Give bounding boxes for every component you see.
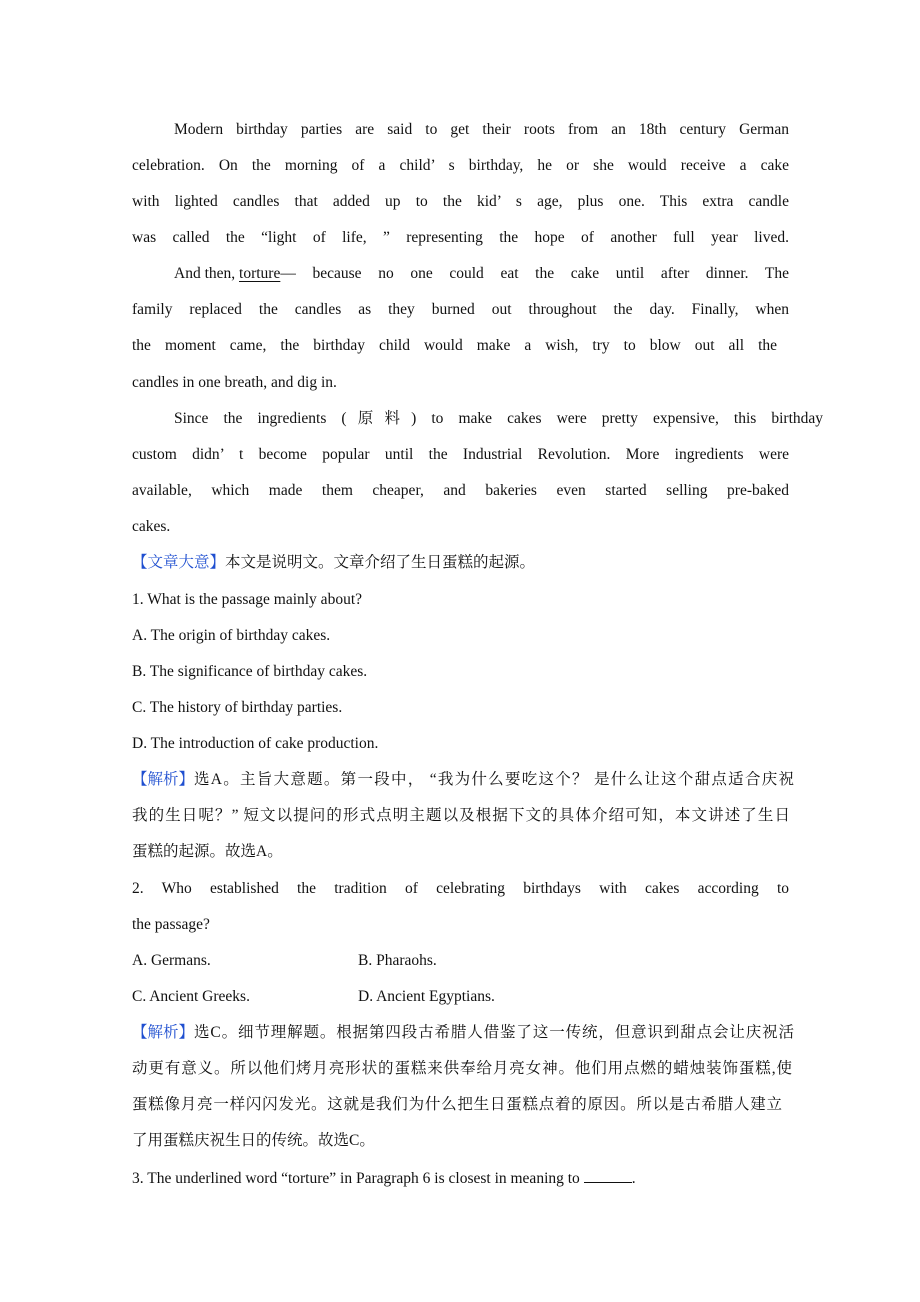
option: B. Pharaohs. [358,952,437,969]
summary-text: 本文是说明文。文章介绍了生日蛋糕的起源。 [225,554,536,571]
passage-line: available, which made them cheaper, and bakeries even started selling pre-baked [132,482,789,499]
passage-line: cakes. [132,518,171,535]
passage-line: Since the ingredients (原料) to make cakes were pretty expensive, this birthday [174,410,823,427]
question-text: 2. Who established the tradition of celebrating birthdays with cakes according to [132,880,789,897]
passage-line: with lighted candles that added up to the kid’ s age, plus one. This extra candle [132,193,789,210]
analysis-label: 【解析】 [132,771,195,788]
passage-line: was called the “light of life, ” representing the hope of another full year lived. [132,229,789,246]
text: — because no one could eat the cake until after dinner. The [280,265,789,282]
question-text: 1. What is the passage mainly about? [132,591,363,608]
passage-line: celebration. On the morning of a child’ s birthday, he or she would receive a cake [132,157,789,174]
option: A. Germans. [132,952,211,969]
passage-line: the moment came, the birthday child would make a wish, try to blow out all the [132,337,777,354]
option: B. The significance of birthday cakes. [132,663,368,680]
analysis-line [132,1023,794,1043]
passage-line [174,264,789,284]
option: D. Ancient Egyptians. [358,988,495,1005]
summary [132,553,789,573]
analysis-text: 选A。主旨大意题。第一段中， “我为什么要吃这个？ 是什么让这个甜点适合庆祝 [194,771,794,788]
question-3 [132,1168,789,1189]
text: And then, [174,265,240,282]
analysis-line: 动更有意义。所以他们烤月亮形状的蛋糕来供奉给月亮女神。他们用点燃的蜡烛装饰蛋糕,使 [132,1060,792,1077]
summary-label: 【文章大意】 [132,554,226,571]
passage-line: family replaced the candles as they burned out throughout the day. Finally, when [132,301,789,318]
answer-blank [584,1168,632,1183]
option: A. The origin of birthday cakes. [132,627,331,644]
analysis-label: 【解析】 [132,1024,195,1041]
option-row [132,951,789,971]
underlined-word-torture: torture [239,265,281,282]
analysis-line: 了用蛋糕庆祝生日的传统。故选C。 [132,1132,375,1149]
question-end: . [631,1170,636,1187]
option: D. The introduction of cake production. [132,735,379,752]
passage-line: custom didn’ t become popular until the Industrial Revolution. More ingredients were [132,446,789,463]
option-row [132,987,789,1007]
option: C. Ancient Greeks. [132,988,250,1005]
analysis-line: 蛋糕像月亮一样闪闪发光。这就是我们为什么把生日蛋糕点着的原因。所以是古希腊人建立 [132,1096,782,1113]
analysis-text: 选C。细节理解题。根据第四段古希腊人借鉴了这一传统，但意识到甜点会让庆祝活 [194,1024,794,1041]
analysis-line: 蛋糕的起源。故选A。 [132,843,283,860]
question-text: 3. The underlined word “torture” in Paragraph 6 is closest in meaning to [132,1170,584,1187]
option: C. The history of birthday parties. [132,699,343,716]
analysis-line [132,770,794,790]
passage-line: candles in one breath, and dig in. [132,374,337,391]
passage-line: Modern birthday parties are said to get their roots from an 18th century German [174,121,789,138]
analysis-line: 我的生日呢？” 短文以提问的形式点明主题以及根据下文的具体介绍可知，本文讲述了生日 [132,807,790,824]
question-text: the passage? [132,916,210,933]
